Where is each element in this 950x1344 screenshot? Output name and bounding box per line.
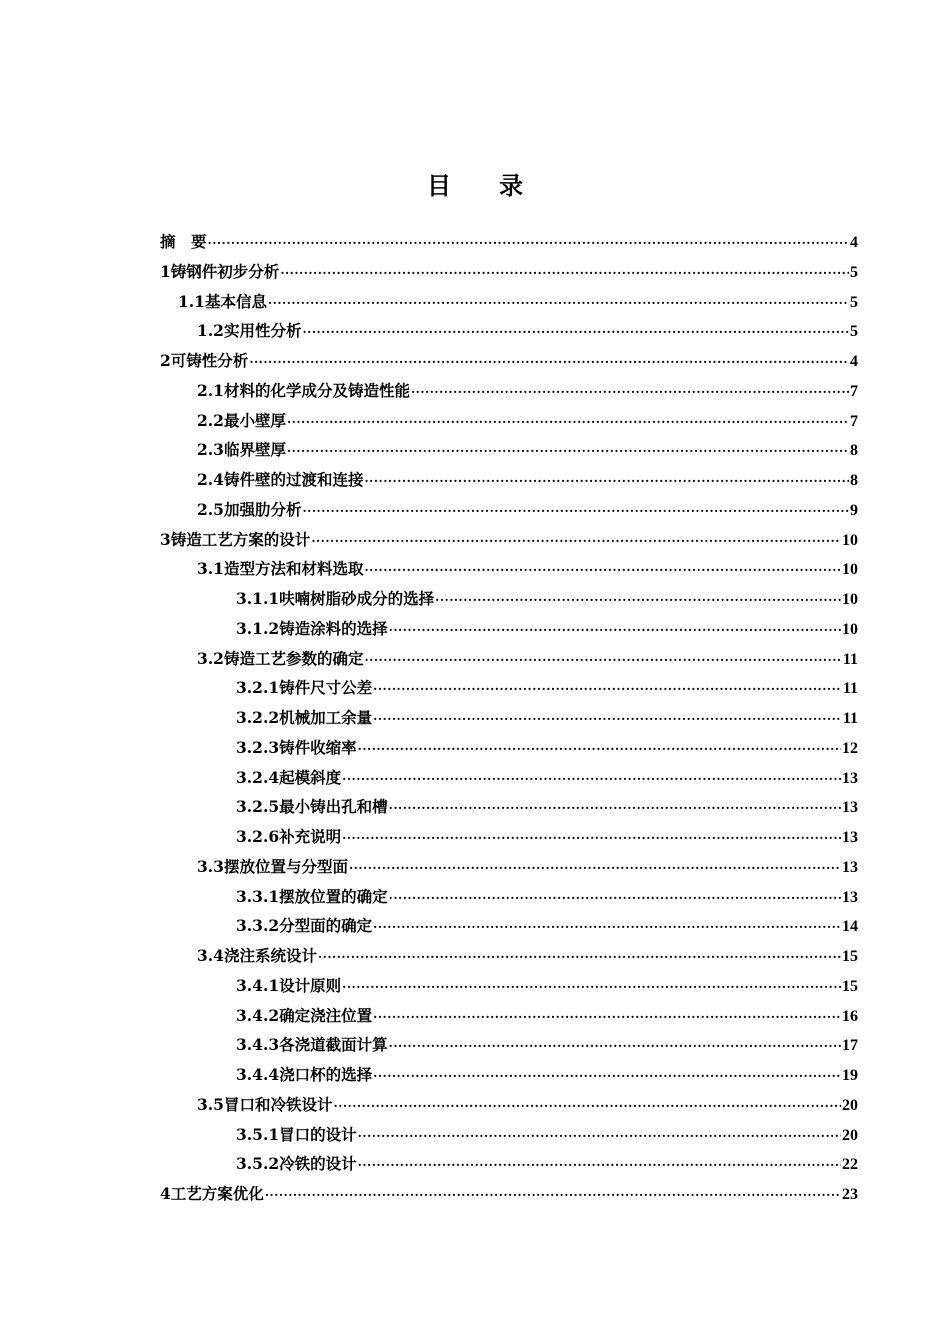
toc-entry[interactable]	[160, 229, 858, 255]
toc-dot-leader	[411, 379, 849, 405]
toc-dot-leader	[342, 766, 841, 792]
toc-entry-label: 设计原则	[279, 975, 342, 995]
toc-dot-leader	[333, 1093, 841, 1119]
toc-entry-label: 铸件收缩率	[279, 737, 357, 757]
toc-entry-label: 铸造工艺方案的设计	[170, 529, 311, 549]
toc-dot-leader	[311, 528, 841, 554]
toc-entry-label: 冒口的设计	[279, 1124, 357, 1144]
toc-entry-label: 临界壁厚	[223, 440, 286, 460]
toc-entry-label: 铸造工艺参数的确定	[223, 648, 364, 668]
toc-entry-label: 起模斜度	[279, 767, 342, 787]
toc-dot-leader	[280, 260, 849, 286]
toc-entry-number: 3.4.1	[236, 975, 280, 995]
toc-entry-page: 13	[842, 799, 858, 817]
toc-entry-page: 22	[842, 1156, 858, 1174]
toc-entry-page: 8	[850, 472, 858, 489]
toc-entry[interactable]	[197, 646, 858, 672]
toc-entry-label: 铸造涂料的选择	[279, 618, 388, 638]
toc-dot-leader	[373, 1063, 841, 1089]
toc-entry-page: 13	[842, 888, 858, 906]
toc-entry-number: 4	[160, 1184, 171, 1203]
toc-entry-label: 铸钢件初步分析	[170, 261, 280, 281]
toc-entry[interactable]	[197, 318, 858, 344]
toc-dot-leader	[287, 438, 849, 464]
toc-entry-label: 造型方法和材料选取	[223, 559, 364, 579]
toc-entry-number: 3.1.1	[236, 589, 280, 608]
toc-entry-number: 2.1	[197, 380, 224, 400]
toc-entry-label: 实用性分析	[223, 321, 302, 341]
toc-entry-page: 19	[842, 1067, 858, 1084]
toc-dot-leader	[208, 230, 849, 256]
toc-entry-page: 5	[850, 263, 858, 281]
toc-entry-number: 2.2	[197, 410, 224, 430]
toc-entry-label: 摘 要	[160, 232, 207, 251]
toc-entry[interactable]	[236, 1122, 858, 1148]
toc-entry-number: 1.2	[197, 321, 224, 341]
toc-dot-leader	[318, 944, 841, 970]
toc-entry-page: 20	[842, 1096, 858, 1114]
toc-entry-page: 20	[842, 1126, 858, 1144]
toc-entry-number: 1	[160, 261, 171, 281]
toc-entry-page: 4	[850, 353, 858, 370]
toc-entry-number: 3.5.1	[236, 1124, 280, 1144]
toc-dot-leader	[342, 825, 841, 851]
toc-entry-label: 铸件壁的过渡和连接	[223, 470, 364, 489]
toc-entry-page: 14	[842, 918, 858, 936]
toc-entry-page: 10	[842, 561, 858, 579]
toc-entry-number: 3.4.4	[236, 1065, 280, 1084]
toc-dot-leader	[389, 617, 841, 643]
toc-dot-leader	[287, 409, 849, 435]
toc-entry-page: 8	[850, 442, 858, 460]
toc-entry-page: 16	[842, 1007, 858, 1025]
toc-entry-label: 分型面的确定	[279, 916, 373, 936]
toc-entry[interactable]	[236, 913, 858, 939]
toc-entry-number: 3.5	[197, 1094, 224, 1114]
toc-dot-leader	[265, 1182, 841, 1208]
toc-entry-page: 12	[842, 739, 858, 757]
toc-entry-label: 最小壁厚	[223, 410, 286, 430]
toc-entry[interactable]	[197, 378, 858, 404]
toc-entry[interactable]	[197, 437, 858, 463]
toc-entry-page: 9	[850, 501, 858, 519]
toc-entry[interactable]	[236, 705, 858, 731]
toc-dot-leader	[358, 736, 841, 762]
toc-entry-number: 3.4	[197, 946, 224, 965]
toc-entry-page: 13	[842, 858, 858, 876]
toc-entry[interactable]	[236, 1151, 858, 1177]
toc-entry[interactable]	[160, 259, 858, 285]
toc-entry[interactable]	[236, 765, 858, 791]
toc-entry[interactable]	[197, 854, 858, 880]
toc-dot-leader	[389, 795, 841, 821]
toc-entry-label: 补充说明	[279, 827, 342, 846]
toc-dot-leader	[268, 290, 849, 316]
toc-entry[interactable]	[236, 884, 858, 910]
toc-entry-page: 10	[842, 591, 858, 608]
toc-entry-number: 3.2.2	[236, 708, 280, 727]
toc-entry-page: 11	[842, 680, 858, 698]
toc-entry[interactable]	[160, 1181, 858, 1207]
toc-entry-page: 11	[842, 650, 858, 668]
toc-entry-number: 2	[160, 351, 171, 370]
toc-entry[interactable]	[197, 556, 858, 582]
toc-dot-leader	[364, 468, 849, 494]
toc-entry-label: 基本信息	[204, 291, 267, 311]
toc-dot-leader	[389, 1033, 841, 1059]
toc-entry-label: 加强肋分析	[223, 499, 302, 519]
toc-entry[interactable]	[236, 1003, 858, 1029]
toc-entry-number: 3.2.6	[236, 827, 280, 846]
toc-dot-leader	[302, 319, 849, 345]
toc-dot-leader	[349, 855, 841, 881]
toc-entry-number: 2.4	[197, 470, 224, 489]
toc-dot-leader	[373, 914, 841, 940]
toc-entry-page: 13	[842, 769, 858, 787]
toc-entry[interactable]	[236, 675, 858, 701]
toc-entry-number: 3.5.2	[236, 1154, 280, 1174]
toc-entry-page: 10	[842, 620, 858, 638]
toc-entry-page: 5	[850, 293, 858, 311]
toc-dot-leader	[373, 1004, 841, 1030]
toc-entry[interactable]	[236, 794, 858, 820]
toc-entry-number: 3.2.4	[236, 767, 280, 787]
toc-entry-label: 摆放位置与分型面	[223, 856, 348, 876]
toc-entry-label: 铸件尺寸公差	[279, 678, 373, 698]
toc-entry-page: 17	[842, 1037, 858, 1055]
toc-entry[interactable]	[197, 1092, 858, 1118]
toc-entry-label: 最小铸出孔和槽	[279, 797, 388, 817]
toc-entry-number: 1.1	[178, 291, 205, 311]
toc-entry-number: 3.4.3	[236, 1035, 280, 1055]
toc-entry-number: 3.1	[197, 559, 224, 579]
toc-entry[interactable]	[236, 973, 858, 999]
toc-entry-number: 3	[160, 529, 171, 549]
toc-entry[interactable]	[197, 467, 858, 493]
toc-entry-page: 7	[850, 382, 858, 400]
toc-entry[interactable]	[236, 586, 858, 612]
toc-entry-page: 13	[842, 829, 858, 846]
toc-entry-page: 10	[842, 531, 858, 549]
toc-entry-page: 15	[842, 948, 858, 965]
toc-dot-leader	[358, 1152, 841, 1178]
toc-entry-page: 15	[842, 977, 858, 995]
toc-entry-label: 冷铁的设计	[279, 1154, 357, 1174]
title-char-2: 录	[499, 171, 523, 200]
toc-entry-label: 材料的化学成分及铸造性能	[223, 380, 410, 400]
toc-entry[interactable]	[197, 943, 858, 969]
toc-entry-label: 冒口和冷铁设计	[223, 1094, 333, 1114]
toc-entry-label: 各浇道截面计算	[279, 1035, 388, 1055]
toc-dot-leader	[389, 885, 841, 911]
toc-dot-leader	[364, 647, 841, 673]
toc-entry-number: 3.3.1	[236, 886, 280, 906]
toc-dot-leader	[342, 974, 841, 1000]
toc-entry-label: 呋喃树脂砂成分的选择	[279, 589, 435, 608]
toc-entry-number: 3.2.3	[236, 737, 280, 757]
toc-entry-number: 3.1.2	[236, 618, 280, 638]
toc-entry[interactable]	[236, 824, 858, 850]
toc-entry-number: 3.2.5	[236, 797, 280, 817]
toc-dot-leader	[373, 706, 842, 732]
toc-entry[interactable]	[236, 1032, 858, 1058]
toc-dot-leader	[302, 498, 849, 524]
toc-entry[interactable]	[178, 289, 858, 315]
toc-dot-leader	[373, 676, 842, 702]
toc-entry-page: 5	[850, 323, 858, 341]
toc-entry[interactable]	[160, 348, 858, 374]
toc-entry-label: 可铸性分析	[170, 351, 249, 370]
toc-entry[interactable]	[197, 408, 858, 434]
toc-entry[interactable]	[236, 616, 858, 642]
toc-entry-number: 2.3	[197, 440, 224, 460]
toc-entry-label: 摆放位置的确定	[279, 886, 388, 906]
toc-entry-page: 4	[850, 234, 858, 251]
toc-entry[interactable]	[236, 1062, 858, 1088]
toc-dot-leader	[435, 587, 841, 613]
toc-entry-page: 11	[842, 710, 858, 727]
toc-dot-leader	[364, 557, 841, 583]
toc-entry[interactable]	[236, 735, 858, 761]
toc-entry-label: 机械加工余量	[279, 708, 373, 727]
toc-entry-page: 23	[842, 1186, 858, 1203]
toc-entry-number: 3.4.2	[236, 1005, 280, 1025]
toc-entry-number: 2.5	[197, 499, 224, 519]
toc-entry-label: 浇注系统设计	[223, 946, 317, 965]
toc-entry-number: 3.2.1	[236, 678, 280, 698]
toc-entry-label: 工艺方案优化	[170, 1184, 264, 1203]
toc-entry-number: 3.3	[197, 856, 224, 876]
toc-entry[interactable]	[197, 497, 858, 523]
toc-entry-label: 浇口杯的选择	[279, 1065, 373, 1084]
toc-entry-number: 3.3.2	[236, 916, 280, 936]
toc-dot-leader	[249, 349, 849, 375]
toc-entry-page: 7	[850, 412, 858, 430]
toc-entry[interactable]	[160, 527, 858, 553]
toc-entry-number: 3.2	[197, 648, 224, 668]
toc-dot-leader	[358, 1123, 841, 1149]
toc-entry-label: 确定浇注位置	[279, 1005, 373, 1025]
title-char-1: 目	[427, 171, 451, 200]
